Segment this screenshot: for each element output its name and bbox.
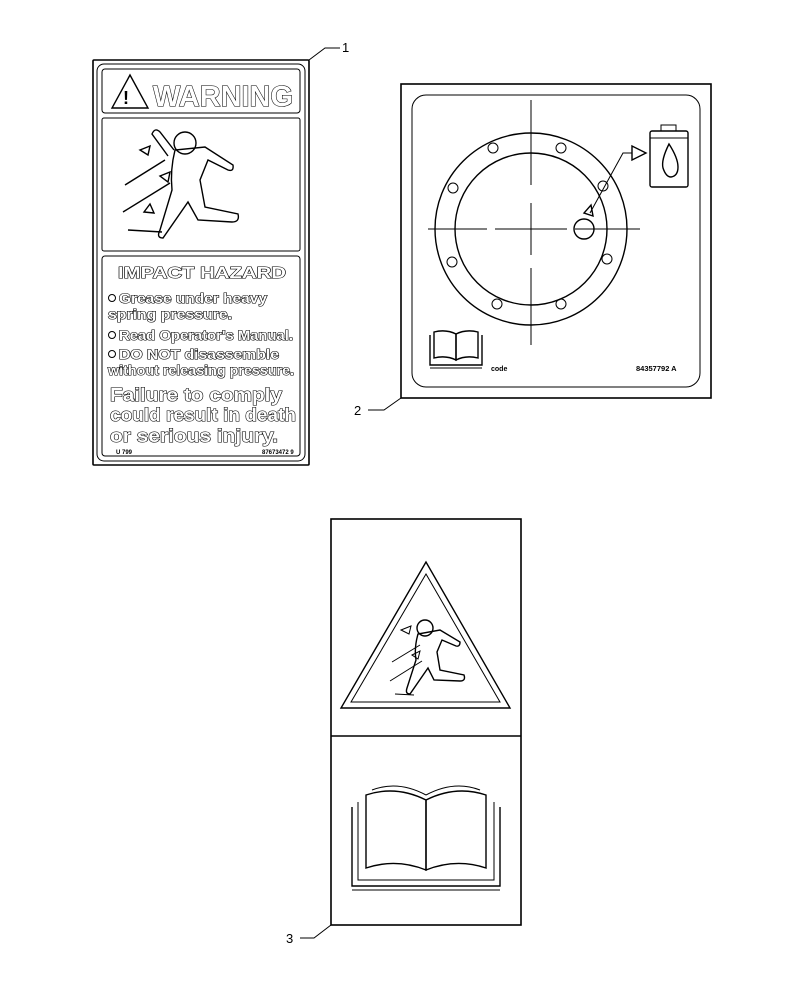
decal-2-lubrication — [401, 84, 711, 398]
decal-2-code-label: code — [491, 366, 508, 373]
callout-3 — [286, 925, 331, 946]
callout-2-label: 2 — [354, 403, 362, 418]
hazard-title: IMPACT HAZARD — [118, 265, 286, 282]
callout-2 — [354, 398, 401, 418]
decal-3-pictograms — [331, 519, 521, 925]
bullet-3-line-1: DO NOT disassemble — [119, 347, 280, 362]
bullet-3-line-2: without releasing pressure. — [106, 363, 294, 378]
consequence-line-1: Failure to comply — [110, 384, 283, 405]
decal-1-warning — [93, 60, 309, 465]
warning-header-text: WARNING — [153, 81, 293, 113]
decal-1-code-left: U 799 — [116, 450, 133, 456]
decal-1-code-right: 87673472 9 — [262, 450, 294, 456]
consequence-line-2: could result in death — [110, 404, 296, 425]
bullet-1-line-2: spring pressure. — [108, 307, 232, 322]
consequence-line-3: or serious injury. — [110, 425, 278, 446]
bullet-2-line-1: Read Operator's Manual. — [119, 328, 293, 343]
callout-1 — [309, 40, 349, 60]
callout-3-label: 3 — [286, 931, 294, 946]
decal-2-part-number: 84357792 A — [636, 364, 677, 373]
bullet-1-line-1: Grease under heavy — [119, 291, 268, 306]
callout-1-label: 1 — [342, 40, 350, 55]
svg-text:!: ! — [123, 88, 129, 108]
